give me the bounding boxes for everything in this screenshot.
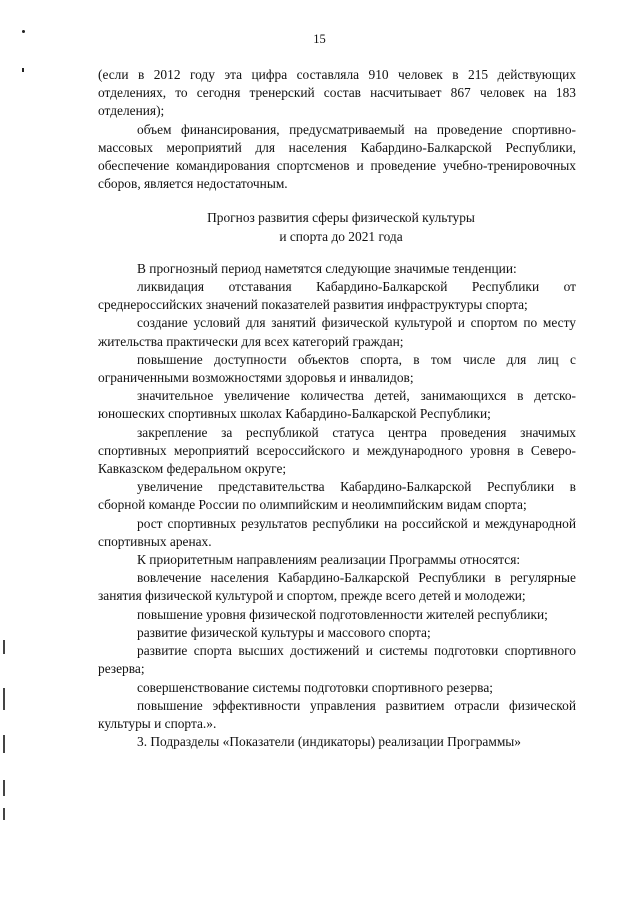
paragraph: повышение уровня физической подготовленности жителей республики; [137,606,548,622]
paragraph: значительное увеличение количества детей, занимающихся в детско-юношеских спортивных школах Кабардино-Балкарской Республики; [98,388,576,422]
paragraph: В прогнозный период наметятся следующие значимые тенденции: [137,260,517,276]
scan-edge-mark [3,688,5,710]
section-heading: Прогноз развития сферы физической культуры и спорта до 2021 года [207,210,475,244]
scan-edge-mark [3,808,5,820]
paragraph: К приоритетным направлениям реализации Программы относятся: [137,552,521,568]
paragraph: совершенствование системы подготовки спортивного резерва; [137,679,493,695]
scan-edge-mark [3,640,5,654]
document-body [98,66,576,751]
paragraph: повышение доступности объектов спорта, в том числе для лиц с ограниченными возможностями здоровья и инвалидов; [98,351,576,386]
scan-edge-mark [3,735,5,753]
paragraph: закрепление за республикой статуса центра проведения значимых спортивных мероприятий всероссийского и международного уровня в Северо-Кавказском федеральном округе; [98,424,576,477]
scan-dot [22,68,24,72]
paragraph: повышение эффективности управления развитием отрасли физической культуры и спорта.». [98,697,576,731]
scan-edge-mark [3,780,5,796]
paragraph: 3. Подразделы «Показатели (индикаторы) реализации Программы» [137,734,521,750]
paragraph: вовлечение населения Кабардино-Балкарской Республики в регулярные занятия физической культурой и спортом, прежде всего детей и молодежи; [98,570,576,604]
paragraph: создание условий для занятий физической культурой и спортом по месту жительства практически для всех категорий граждан; [98,315,576,349]
paragraph: рост спортивных результатов республики на российской и международной спортивных аренах. [98,515,576,549]
paragraph: увеличение представительства Кабардино-Балкарской Республики в сборной команде России по олимпийским и неолимпийским видам спорта; [98,479,576,513]
scan-dot [22,30,25,33]
page-number: 15 [313,32,326,46]
paragraph: развитие спорта высших достижений и системы подготовки спортивного резерва; [98,643,576,677]
paragraph: объем финансирования, предусматриваемый на проведение спортивно-массовых мероприятий для населения Кабардино-Балкарской Республики, обеспечение командирования спортсменов и проведение учебно-тренировочных сборов, является недостаточным. [98,121,576,192]
paragraph: (если в 2012 году эта цифра составляла 910 человек в 215 действующих отделениях, то сегодня тренерский состав насчитывает 867 человек на 183 отделения); [98,67,576,119]
paragraph: развитие физической культуры и массового спорта; [137,624,431,640]
paragraph: ликвидация отставания Кабардино-Балкарской Республики от среднероссийских значений показателей развития инфраструктуры спорта; [98,279,576,313]
